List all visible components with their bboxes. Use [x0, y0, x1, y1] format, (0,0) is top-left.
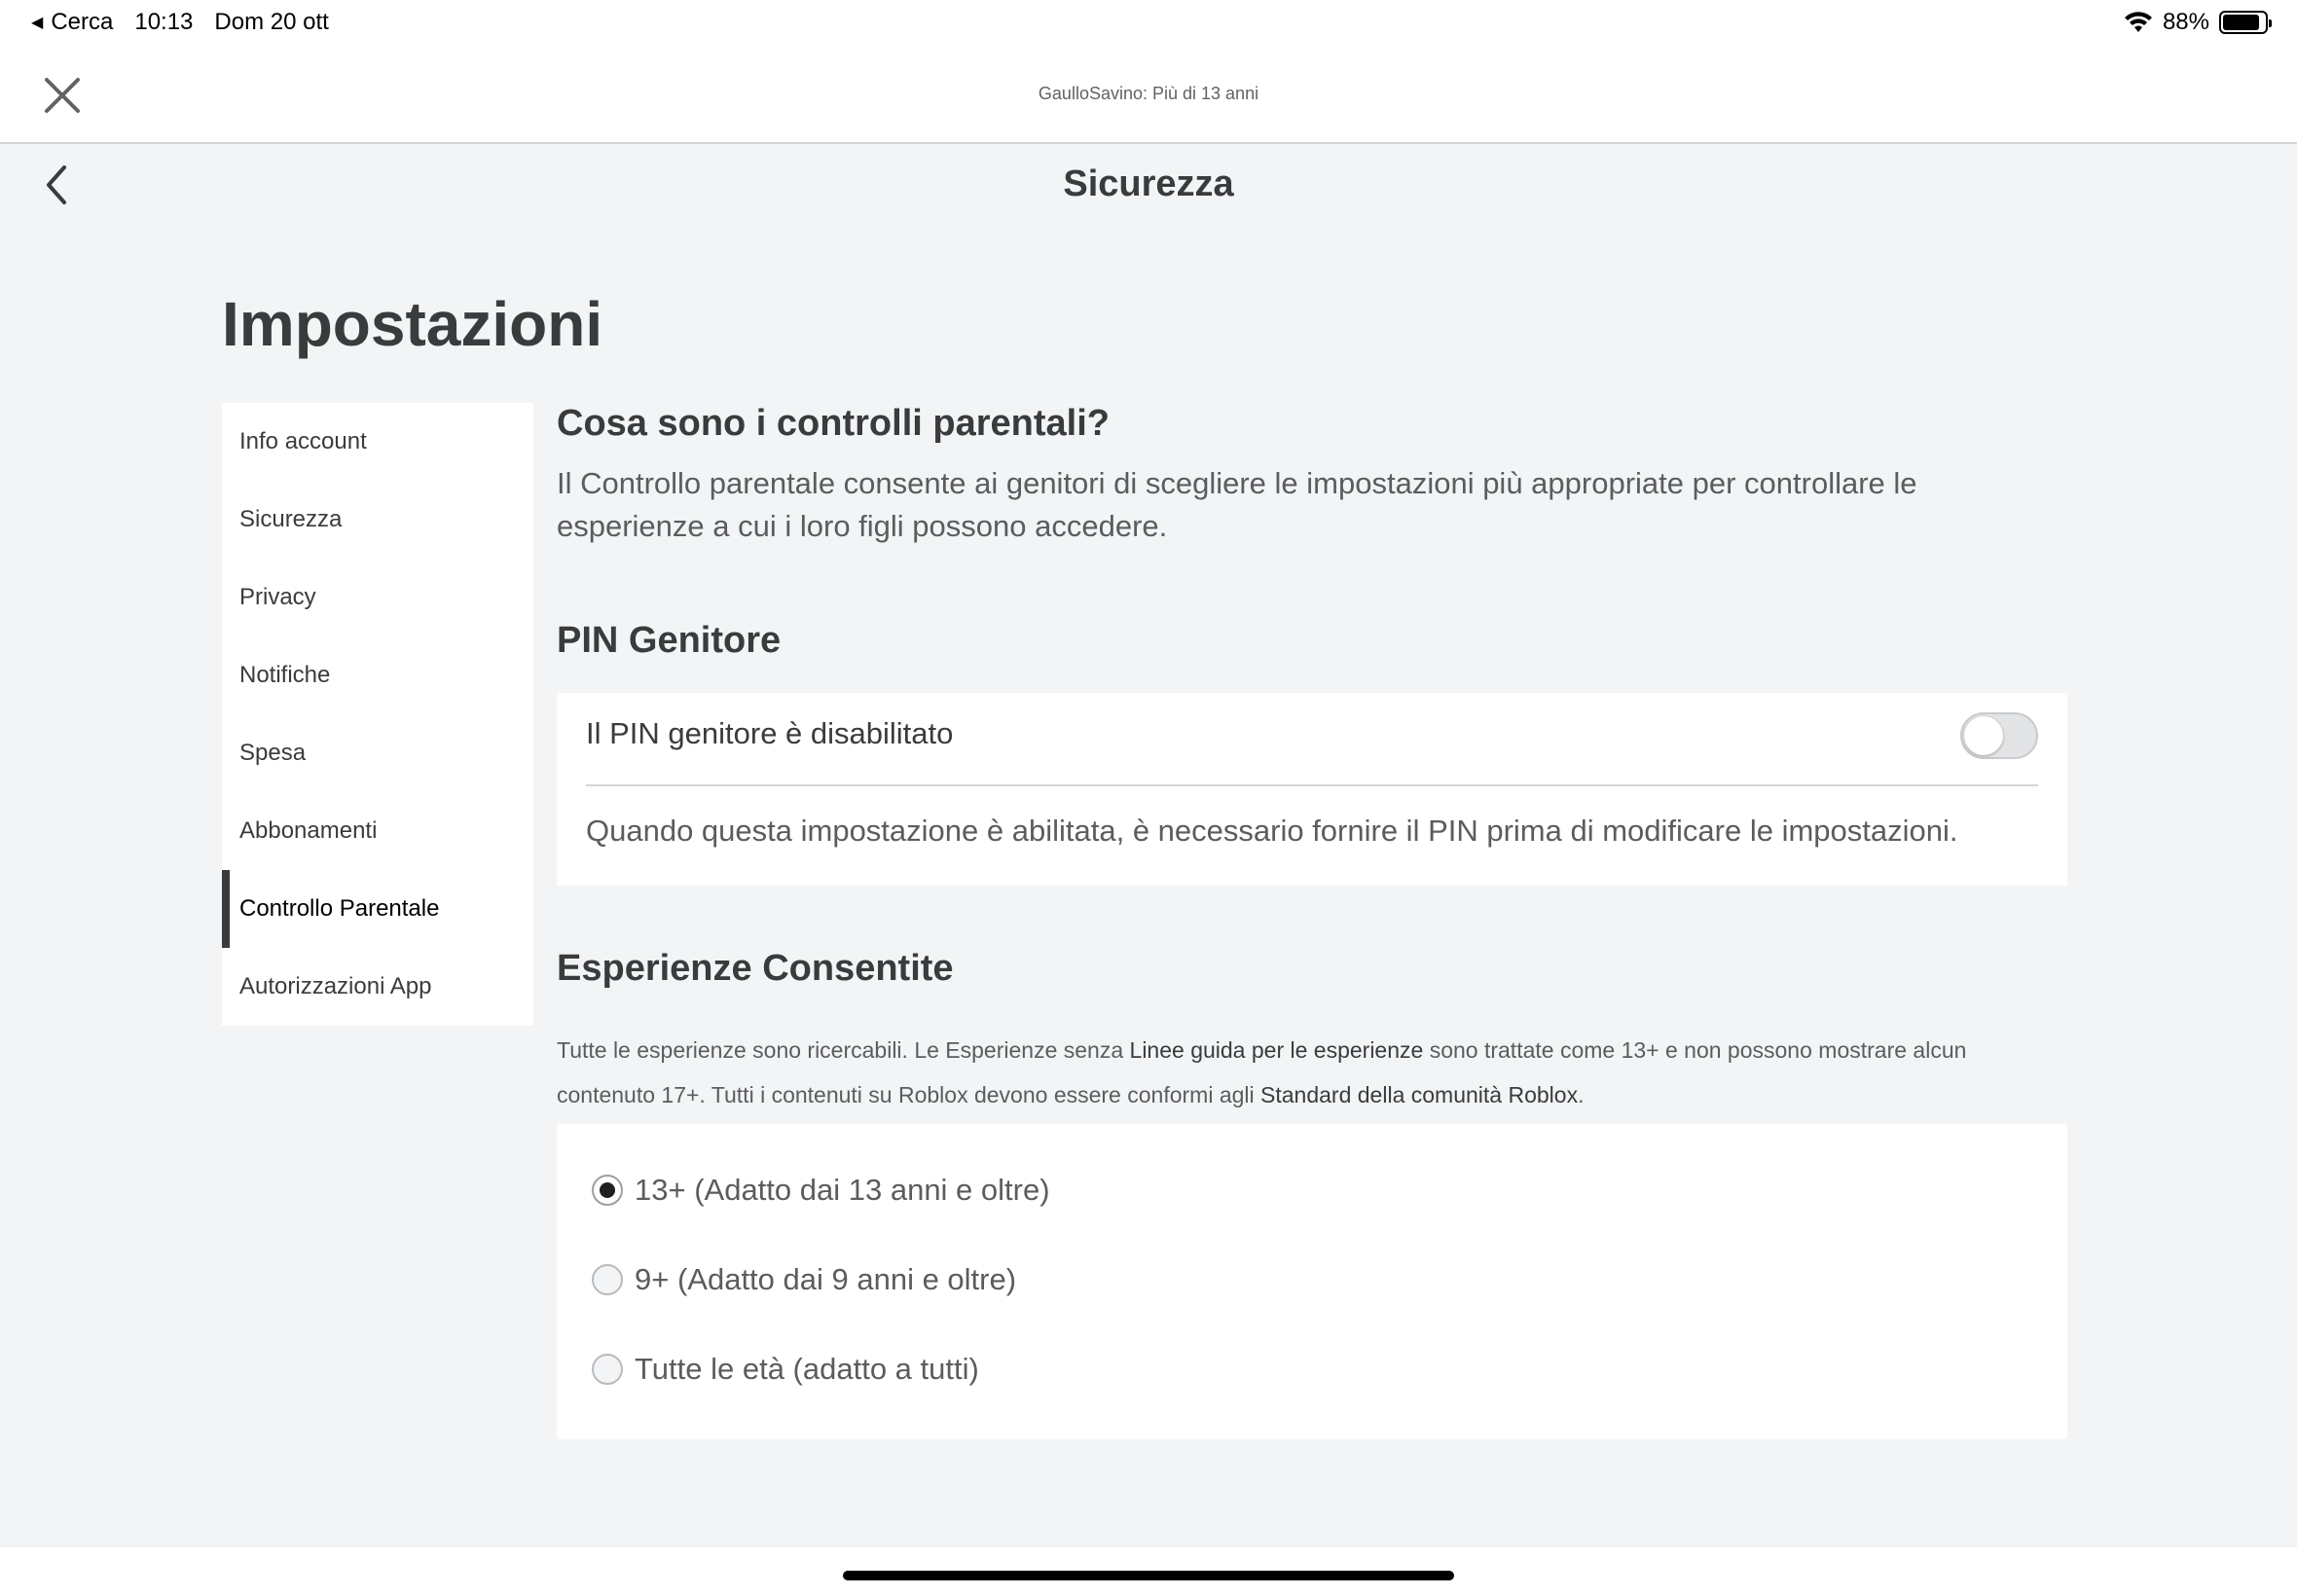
sidebar-item-label: Spesa [239, 740, 307, 766]
page-title: Sicurezza [1063, 163, 1234, 204]
sidebar-item-privacy[interactable] [222, 559, 533, 636]
experiences-description [557, 1028, 2067, 1117]
parental-heading: Cosa sono i controlli parentali? [557, 403, 1110, 444]
back-arrow-icon[interactable]: ◀ [31, 15, 44, 31]
status-time: 10:13 [134, 9, 194, 35]
radio-label: 13+ (Adatto dai 13 anni e oltre) [635, 1173, 1050, 1207]
pin-heading: PIN Genitore [557, 620, 782, 661]
sidebar-item-spending[interactable] [222, 714, 533, 792]
sidebar-item-label: Privacy [239, 584, 316, 610]
experience-guidelines-link[interactable]: Linee guida per le esperienze [1129, 1037, 1424, 1063]
sidebar-item-notifications[interactable] [222, 636, 533, 714]
sidebar-item-subscriptions[interactable] [222, 792, 533, 870]
sidebar-item-label: Controllo Parentale [239, 895, 440, 922]
sidebar-item-label: Notifiche [239, 662, 331, 688]
top-bar [0, 47, 2297, 144]
pin-description: Quando questa impostazione è abilitata, è necessario fornire il PIN prima di modificare le impostazioni. [586, 814, 1958, 848]
settings-heading: Impostazioni [222, 289, 603, 359]
radio-label: 9+ (Adatto dai 9 anni e oltre) [635, 1262, 1017, 1296]
radio-option-9-plus[interactable] [592, 1262, 1016, 1297]
pin-card [557, 693, 2067, 886]
experiences-text-3: . [1578, 1082, 1585, 1107]
wifi-icon [2124, 11, 2153, 34]
status-bar [0, 0, 2297, 47]
battery-icon [2219, 11, 2268, 34]
status-date: Dom 20 ott [214, 9, 329, 35]
sidebar-item-security[interactable] [222, 481, 533, 559]
sidebar-item-parental-controls[interactable] [222, 870, 533, 948]
radio-option-13-plus[interactable] [592, 1173, 1050, 1208]
radio-button[interactable] [592, 1354, 623, 1385]
experiences-text-2: sono trattate come 13+ e non possono mostrare alcun contenuto 17+. Tutti i contenuti su Roblox devono essere conformi agli [557, 1037, 1967, 1107]
radio-label: Tutte le età (adatto a tutti) [635, 1352, 979, 1386]
sidebar-item-app-permissions[interactable] [222, 948, 533, 1026]
toggle-knob [1964, 716, 2003, 755]
divider [586, 784, 2038, 786]
radio-button[interactable] [592, 1264, 623, 1295]
sidebar-item-info-account[interactable] [222, 403, 533, 481]
parental-info-section [557, 403, 2067, 548]
sidebar-item-label: Abbonamenti [239, 817, 378, 844]
sidebar-item-label: Autorizzazioni App [239, 973, 432, 999]
home-indicator[interactable] [843, 1571, 1454, 1580]
pin-status-label: Il PIN genitore è disabilitato [586, 716, 954, 750]
sidebar-item-label: Sicurezza [239, 506, 343, 532]
settings-sidebar [222, 403, 533, 1026]
status-back-label[interactable]: Cerca [51, 9, 114, 35]
community-standards-link[interactable]: Standard della comunità Roblox [1260, 1082, 1579, 1107]
parental-description: Il Controllo parentale consente ai genitori di scegliere le impostazioni più appropriate per controllare le esperienze a cui i loro figli possono accedere. [557, 466, 1917, 543]
radio-button-selected[interactable] [592, 1175, 623, 1206]
maturity-options-card [557, 1124, 2067, 1439]
experiences-text-1: Tutte le esperienze sono ricercabili. Le Esperienze senza [557, 1037, 1130, 1063]
battery-percentage: 88% [2162, 9, 2209, 35]
experiences-heading: Esperienze Consentite [557, 948, 954, 989]
sidebar-item-label: Info account [239, 428, 367, 454]
radio-option-all-ages[interactable] [592, 1352, 979, 1387]
account-title: GaulloSavino: Più di 13 anni [1038, 84, 1259, 103]
pin-toggle[interactable] [1960, 712, 2038, 759]
